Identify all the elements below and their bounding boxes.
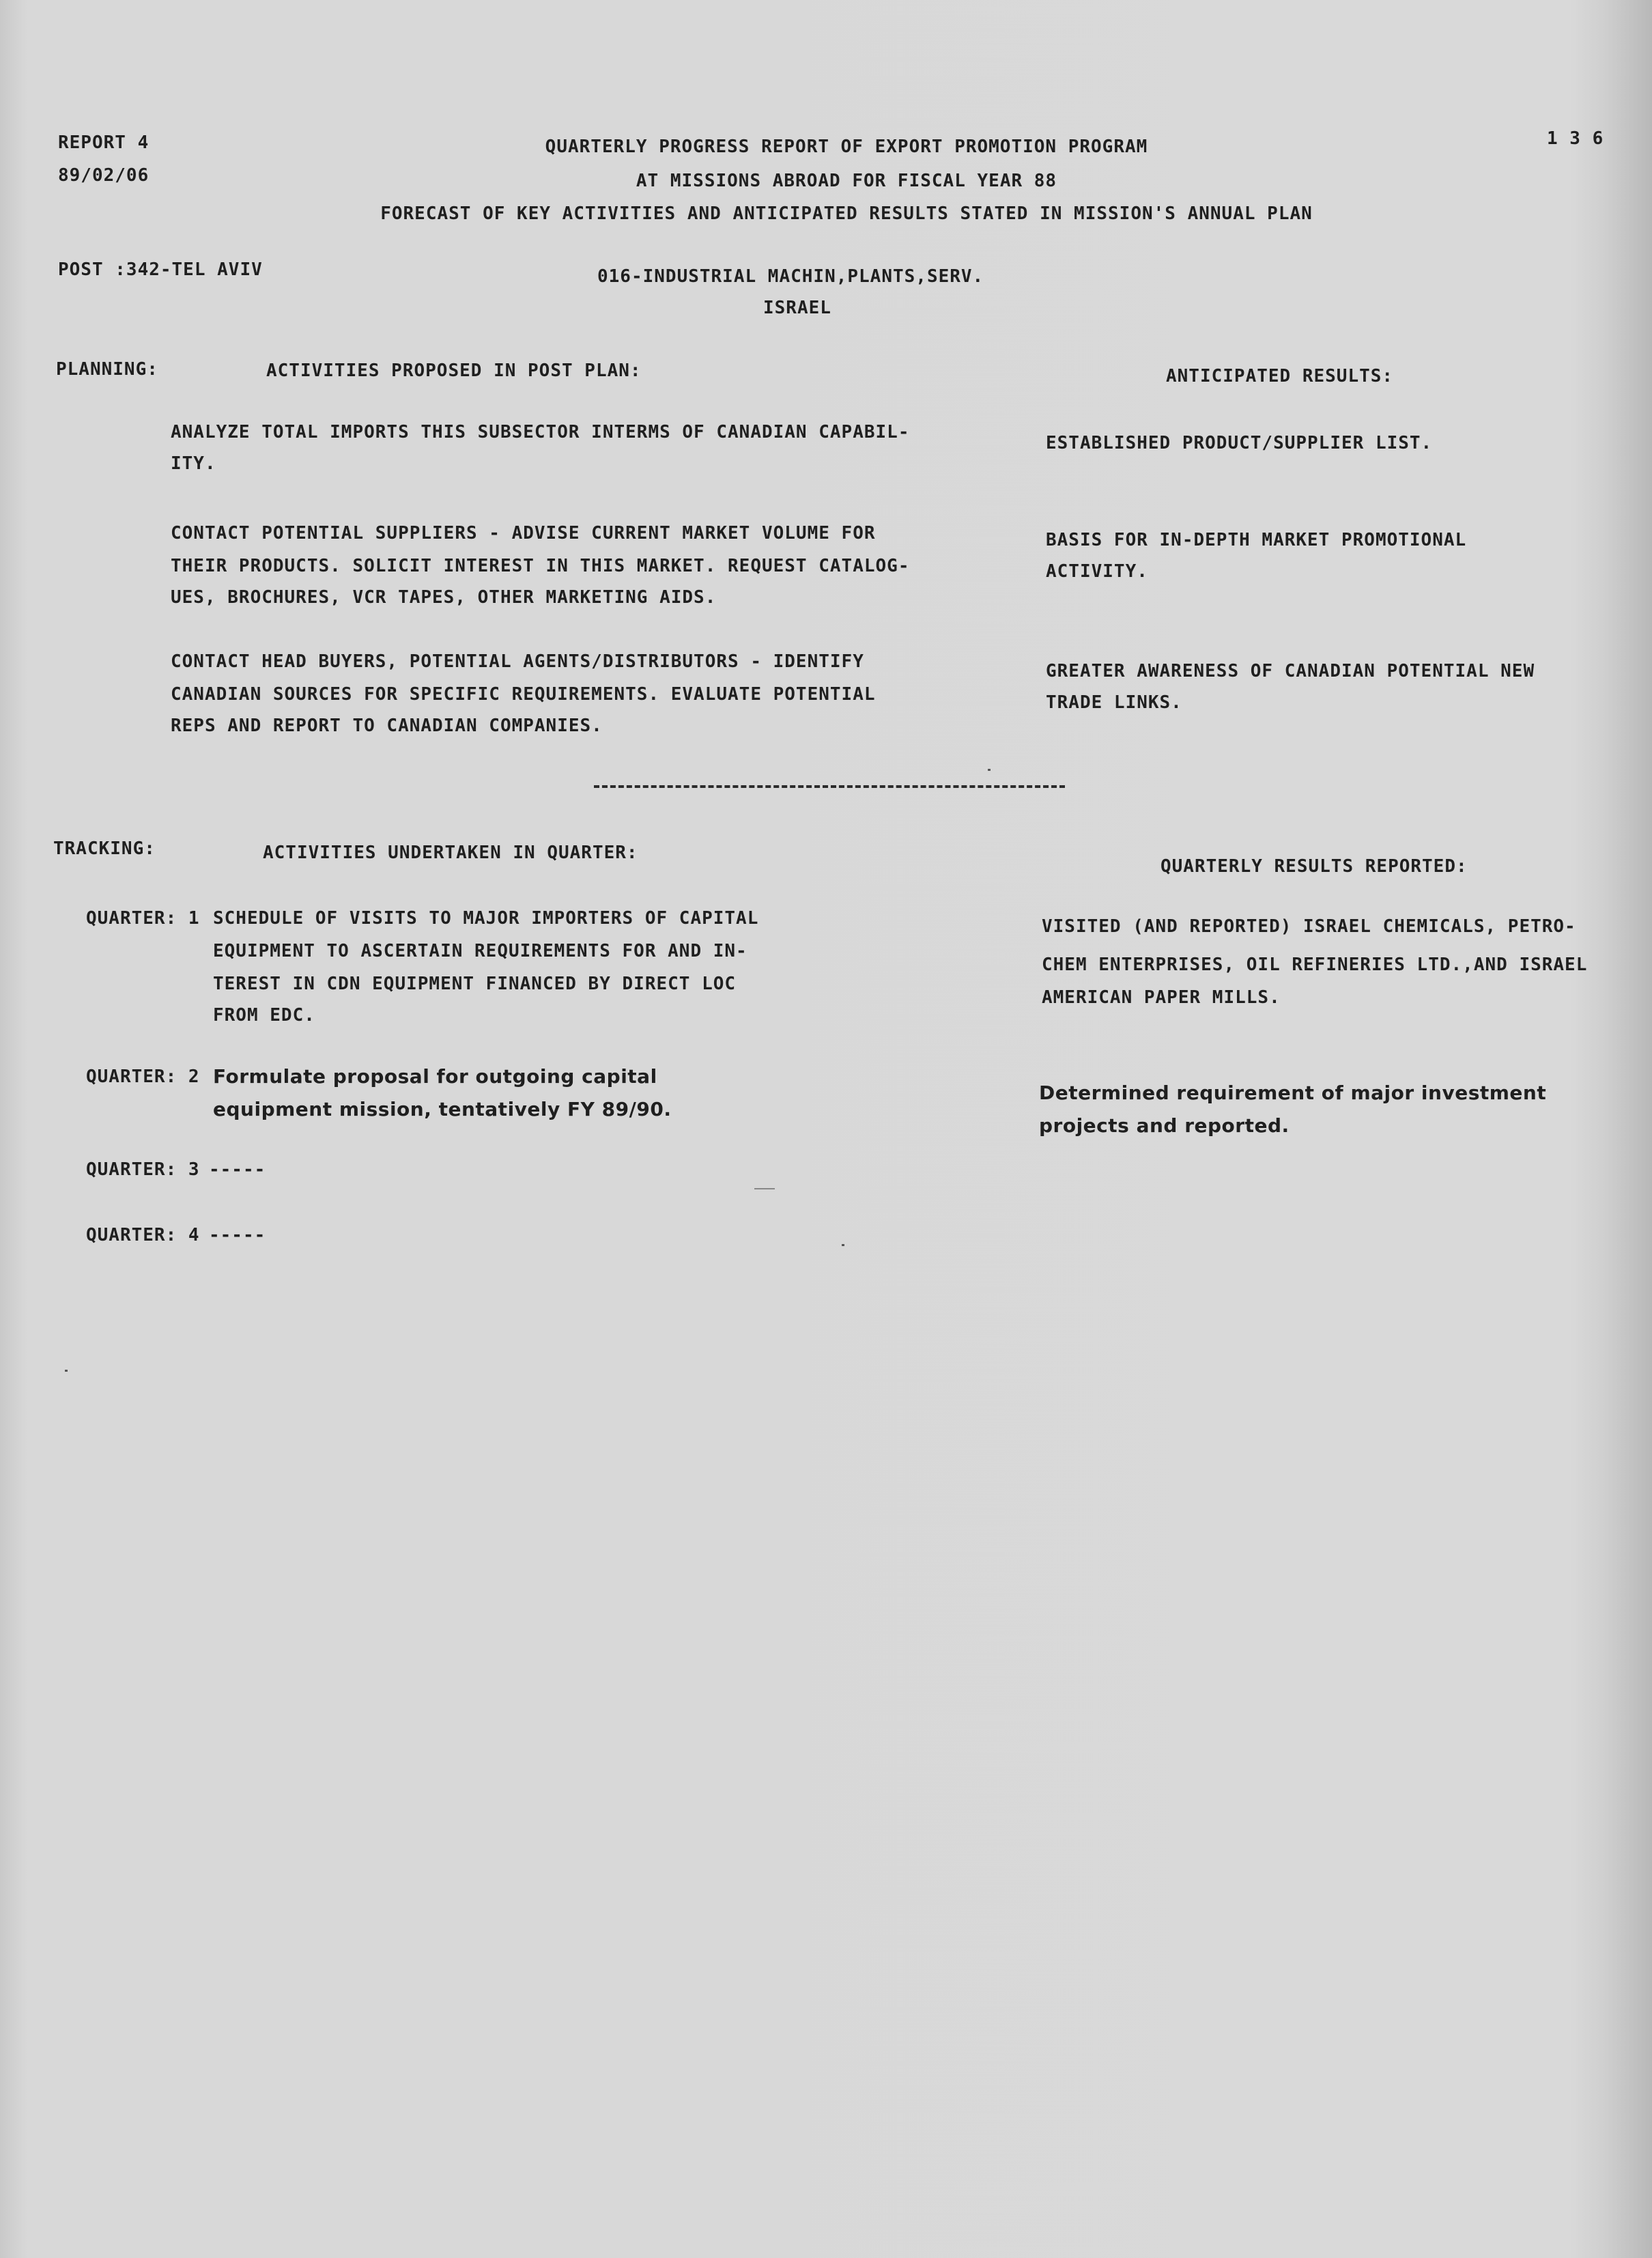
- scan-speck: [754, 1188, 775, 1189]
- planning-result-1-line-1: ESTABLISHED PRODUCT/SUPPLIER LIST.: [1046, 433, 1433, 453]
- tracking-results-heading: QUARTERLY RESULTS REPORTED:: [1160, 856, 1468, 877]
- quarter-4-activity: -----: [209, 1225, 266, 1245]
- report-date: 89/02/06: [58, 165, 149, 186]
- tracking-activities-heading: ACTIVITIES UNDERTAKEN IN QUARTER:: [263, 843, 638, 863]
- quarter-2-label: QUARTER: 2: [86, 1067, 200, 1087]
- planning-activity-3-line-2: CANADIAN SOURCES FOR SPECIFIC REQUIREMENTS. EVALUATE POTENTIAL: [171, 684, 876, 705]
- planning-activity-2-line-2: THEIR PRODUCTS. SOLICIT INTEREST IN THIS MARKET. REQUEST CATALOG-: [171, 556, 910, 576]
- planning-activity-1-line-1: ANALYZE TOTAL IMPORTS THIS SUBSECTOR INTERMS OF CANADIAN CAPABIL-: [171, 422, 910, 442]
- quarter-2-activity-line-2: equipment mission, tentatively FY 89/90.: [213, 1098, 672, 1120]
- planning-activity-2-line-3: UES, BROCHURES, VCR TAPES, OTHER MARKETING AIDS.: [171, 587, 717, 608]
- quarter-1-result-line-3: AMERICAN PAPER MILLS.: [1042, 987, 1281, 1008]
- quarter-3-label: QUARTER: 3: [86, 1159, 200, 1180]
- planning-activity-2-line-1: CONTACT POTENTIAL SUPPLIERS - ADVISE CURRENT MARKET VOLUME FOR: [171, 523, 876, 544]
- section-divider: [594, 785, 1065, 788]
- planning-result-3-line-1: GREATER AWARENESS OF CANADIAN POTENTIAL NEW: [1046, 661, 1535, 681]
- quarter-2-result-line-2: projects and reported.: [1039, 1114, 1290, 1137]
- planning-results-heading: ANTICIPATED RESULTS:: [1166, 366, 1394, 386]
- quarter-4-label: QUARTER: 4: [86, 1225, 200, 1245]
- planning-activity-3-line-3: REPS AND REPORT TO CANADIAN COMPANIES.: [171, 716, 603, 736]
- quarter-1-activity-line-4: FROM EDC.: [213, 1005, 315, 1026]
- quarter-1-activity-line-2: EQUIPMENT TO ASCERTAIN REQUIREMENTS FOR AND IN-: [213, 941, 747, 961]
- page-number: 1 3 6: [1547, 128, 1604, 149]
- planning-activity-1-line-2: ITY.: [171, 453, 216, 474]
- planning-activity-3-line-1: CONTACT HEAD BUYERS, POTENTIAL AGENTS/DISTRIBUTORS - IDENTIFY: [171, 651, 864, 672]
- scan-speck: [988, 769, 991, 771]
- quarter-1-result-line-1: VISITED (AND REPORTED) ISRAEL CHEMICALS, PETRO-: [1042, 916, 1576, 937]
- report-number: REPORT 4: [58, 132, 149, 153]
- sector-label: 016-INDUSTRIAL MACHIN,PLANTS,SERV.: [597, 266, 984, 287]
- report-title-line-2: AT MISSIONS ABROAD FOR FISCAL YEAR 88: [636, 171, 1057, 191]
- scan-speck: [842, 1244, 844, 1246]
- report-title-line-1: QUARTERLY PROGRESS REPORT OF EXPORT PROMOTION PROGRAM: [545, 137, 1148, 157]
- quarter-1-label: QUARTER: 1: [86, 908, 200, 929]
- planning-result-3-line-2: TRADE LINKS.: [1046, 692, 1182, 713]
- post-label: POST :342-TEL AVIV: [58, 259, 263, 280]
- country-label: ISRAEL: [763, 298, 831, 318]
- quarter-1-activity-line-3: TEREST IN CDN EQUIPMENT FINANCED BY DIRECT LOC: [213, 974, 737, 994]
- report-title-line-3: FORECAST OF KEY ACTIVITIES AND ANTICIPATED RESULTS STATED IN MISSION'S ANNUAL PLAN: [380, 203, 1313, 224]
- tracking-label: TRACKING:: [53, 838, 156, 859]
- quarter-1-activity-line-1: SCHEDULE OF VISITS TO MAJOR IMPORTERS OF CAPITAL: [213, 908, 759, 929]
- quarter-1-result-line-2: CHEM ENTERPRISES, OIL REFINERIES LTD.,AND ISRAEL: [1042, 955, 1588, 975]
- planning-label: PLANNING:: [56, 359, 158, 380]
- quarter-2-result-line-1: Determined requirement of major investment: [1039, 1082, 1547, 1104]
- quarter-2-activity-line-1: Formulate proposal for outgoing capital: [213, 1065, 657, 1088]
- planning-activities-heading: ACTIVITIES PROPOSED IN POST PLAN:: [266, 361, 642, 381]
- planning-result-2-line-2: ACTIVITY.: [1046, 561, 1148, 582]
- scan-speck: [65, 1370, 68, 1372]
- planning-result-2-line-1: BASIS FOR IN-DEPTH MARKET PROMOTIONAL: [1046, 530, 1467, 550]
- quarter-3-activity: -----: [209, 1159, 266, 1180]
